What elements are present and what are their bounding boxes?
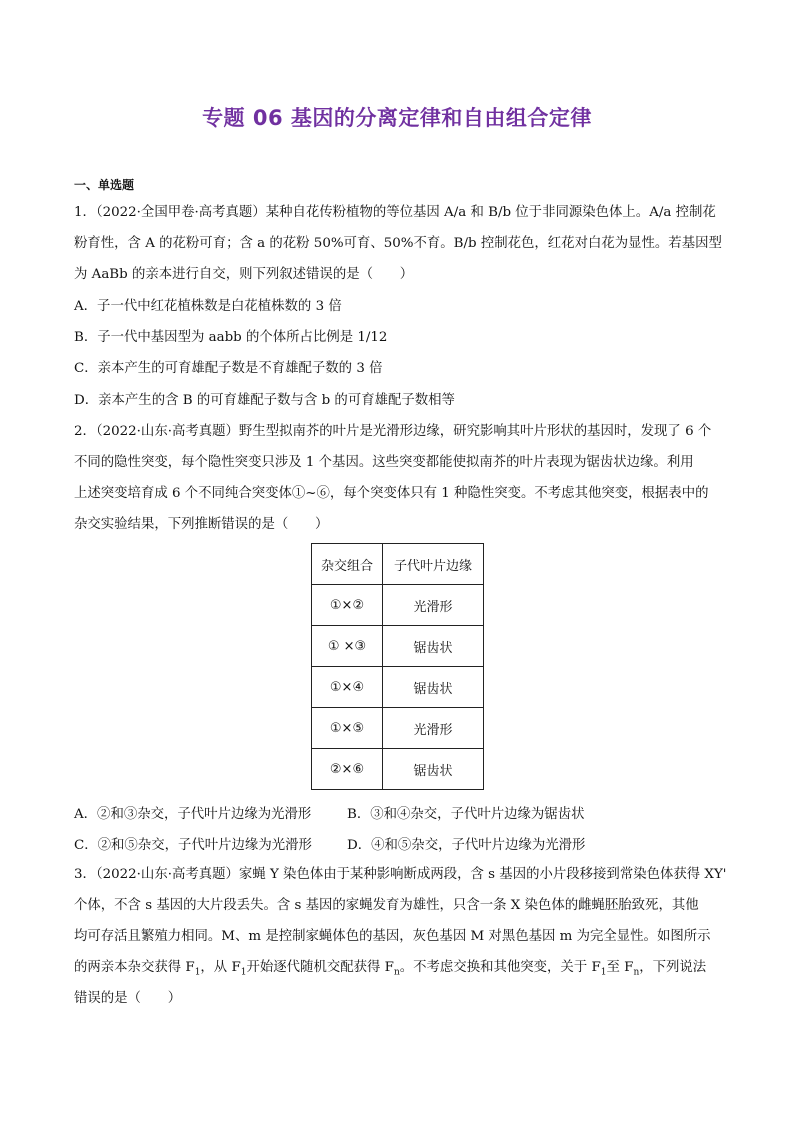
- q1-line-1: 1．（2022·全国甲卷·高考真题）某种自花传粉植物的等位基因 A/a 和 B/b 位于非同源染色体上。A/a 控制花: [74, 205, 716, 220]
- table-row: [312, 708, 484, 749]
- subscript: 1: [194, 967, 201, 978]
- q1-option-a: A．子一代中红花植株数是白花植株数的 3 倍: [74, 299, 342, 314]
- table-cell-result: 光滑形: [383, 585, 484, 626]
- q3-line-4-part: 开始逐代随机交配获得 F: [246, 960, 394, 975]
- table-cell-cross: ②×⑥: [312, 749, 383, 790]
- q2-line-2: 不同的隐性突变，每个隐性突变只涉及 1 个基因。这些突变都能使拟南芥的叶片表现为锯齿状边缘。利用: [74, 455, 694, 470]
- table-row: [312, 585, 484, 626]
- subscript: n: [393, 967, 400, 978]
- table-row: [312, 667, 484, 708]
- q3-line-4-part: 。不考虑交换和其他突变，关于 F: [399, 960, 601, 975]
- page-title: 专题 06 基因的分离定律和自由组合定律: [202, 106, 592, 130]
- q1-line-3: 为 AaBb 的亲本进行自交，则下列叙述错误的是（ ）: [74, 267, 414, 282]
- cross-results-table: [311, 543, 484, 790]
- section-heading: 一、单选题: [74, 178, 135, 192]
- q2-option-c: C．②和⑤杂交，子代叶片边缘为光滑形: [74, 838, 312, 853]
- q2-option-a: A．②和③杂交，子代叶片边缘为光滑形: [74, 807, 312, 822]
- q1-option-d: D．亲本产生的含 B 的可育雄配子数与含 b 的可育雄配子数相等: [74, 393, 455, 408]
- table-header-row: [312, 544, 484, 585]
- q1-option-b: B．子一代中基因型为 aabb 的个体所占比例是 1/12: [74, 330, 388, 345]
- q3-line-2: 个体，不含 s 基因的大片段丢失。含 s 基因的家蝇发育为雄性，只含一条 X 染色体的雌蝇胚胎致死，其他: [74, 898, 699, 913]
- subscript: 1: [600, 967, 607, 978]
- q2-line-3: 上述突变培育成 6 个不同纯合突变体①~⑥，每个突变体只有 1 种隐性突变。不考虑其他突变，根据表中的: [74, 486, 709, 501]
- table-cell-cross: ①×④: [312, 667, 383, 708]
- q2-line-4: 杂交实验结果，下列推断错误的是（ ）: [74, 517, 329, 532]
- q2-option-b: B．③和④杂交，子代叶片边缘为锯齿状: [347, 807, 585, 822]
- table-cell-cross: ①×②: [312, 585, 383, 626]
- table-cell-result: 锯齿状: [383, 749, 484, 790]
- subscript: n: [633, 967, 640, 978]
- q2-line-1: 2．（2022·山东·高考真题）野生型拟南芥的叶片是光滑形边缘，研究影响其叶片形状的基因时，发现了 6 个: [74, 424, 712, 439]
- q3-line-4: [74, 958, 706, 983]
- q3-line-4-part: ，从 F: [200, 960, 241, 975]
- q3-line-1: 3．（2022·山东·高考真题）家蝇 Y 染色体由于某种影响断成两段，含 s 基因的小片段移接到常染色体获得 XY': [74, 867, 727, 882]
- q3-line-4-part: ，下列说法: [639, 960, 707, 975]
- table-cell-result: 锯齿状: [383, 626, 484, 667]
- table-header-cross: 杂交组合: [312, 544, 383, 585]
- table-cell-result: 光滑形: [383, 708, 484, 749]
- q1-line-2: 粉育性，含 A 的花粉可育；含 a 的花粉 50%可育、50%不育。B/b 控制花色，红花对白花为显性。若基因型: [74, 236, 722, 251]
- table-row: [312, 749, 484, 790]
- subscript: 1: [240, 967, 247, 978]
- q1-option-c: C．亲本产生的可育雄配子数是不育雄配子数的 3 倍: [74, 361, 383, 376]
- q3-line-3: 均可存活且繁殖力相同。M、m 是控制家蝇体色的基因，灰色基因 M 对黑色基因 m 为完全显性。如图所示: [74, 929, 711, 944]
- table-cell-result: 锯齿状: [383, 667, 484, 708]
- q2-option-d: D．④和⑤杂交，子代叶片边缘为光滑形: [347, 838, 586, 853]
- table-cell-cross: ① ×③: [312, 626, 383, 667]
- q3-line-4-part: 的两亲本杂交获得 F: [74, 960, 195, 975]
- q3-line-5: 错误的是（ ）: [74, 991, 182, 1006]
- q3-line-4-part: 至 F: [606, 960, 634, 975]
- table-row: [312, 626, 484, 667]
- table-header-leaf-edge: 子代叶片边缘: [383, 544, 484, 585]
- table-cell-cross: ①×⑤: [312, 708, 383, 749]
